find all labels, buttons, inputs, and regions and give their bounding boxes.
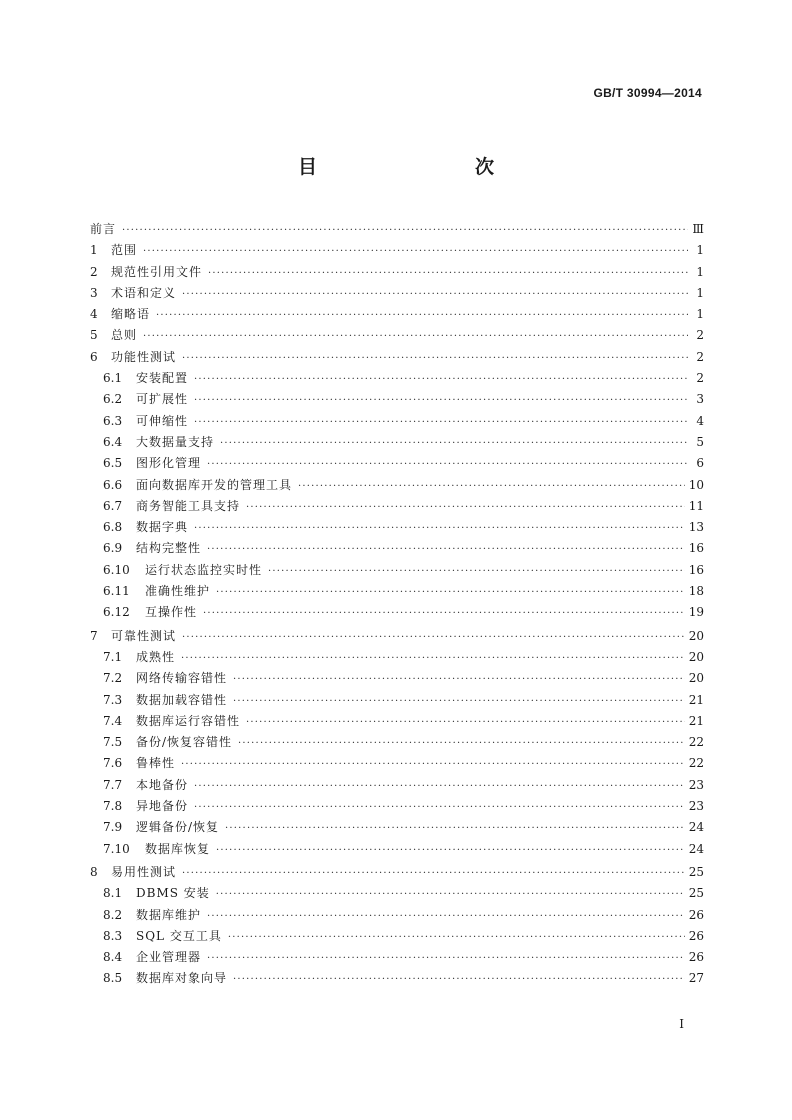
- toc-entry-page: 11: [688, 498, 704, 513]
- toc-entry-page: 27: [688, 971, 704, 986]
- toc-entry[interactable]: [90, 219, 704, 240]
- toc-leader-dots: [207, 454, 688, 475]
- toc-entry-title: 面向数据库开发的管理工具: [136, 477, 293, 492]
- toc-entry-number: 8.4: [103, 950, 123, 965]
- toc-leader-dots: [246, 712, 685, 733]
- toc-leader-dots: [233, 691, 685, 712]
- toc-entry-title: 范围: [111, 243, 138, 258]
- toc-entry-number: 6.12: [103, 605, 130, 620]
- toc-entry-title: 鲁棒性: [136, 756, 176, 771]
- toc-entry-title: 前言: [90, 222, 117, 236]
- toc-entry-title: 术语和定义: [111, 285, 177, 300]
- toc-leader-dots: [216, 884, 685, 905]
- toc-entry-title: 商务智能工具支持: [136, 498, 241, 513]
- toc-entry-title: 结构完整性: [136, 541, 202, 556]
- toc-entry-title: 总则: [111, 328, 138, 343]
- toc-entry-title: 规范性引用文件: [111, 264, 203, 279]
- toc-entry-title: 数据库恢复: [145, 841, 211, 856]
- toc-entry[interactable]: [90, 475, 704, 496]
- toc-entry-page: 16: [688, 562, 704, 577]
- toc-entry-title: 可扩展性: [136, 392, 189, 407]
- toc-entry-title: 图形化管理: [136, 456, 202, 471]
- toc-entry-title: 准确性维护: [145, 584, 211, 599]
- toc-leader-dots: [207, 948, 685, 969]
- toc-entry-title: 异地备份: [136, 799, 189, 814]
- toc-entry-number: 6.1: [103, 371, 123, 386]
- toc-entry-page: 2: [696, 349, 704, 364]
- toc-leader-dots: [156, 305, 688, 326]
- toc-leader-dots: [207, 906, 685, 927]
- toc-entry-page: 18: [688, 584, 704, 599]
- toc-entry-number: 6: [90, 349, 98, 364]
- toc-leader-dots: [220, 433, 688, 454]
- toc-entry-page: 24: [688, 841, 704, 856]
- toc-entry-page: 20: [688, 628, 704, 643]
- toc-entry-page: 24: [688, 820, 704, 835]
- toc-entry-page: 25: [688, 886, 704, 901]
- toc-entry-page: 6: [696, 456, 704, 471]
- toc-entry-page: 4: [696, 413, 704, 428]
- toc-entry-title: 网络传输容错性: [136, 671, 228, 686]
- toc-entry-page: 19: [688, 605, 704, 620]
- toc-leader-dots: [246, 497, 685, 518]
- toc-entry-page: Ⅲ: [692, 222, 704, 236]
- toc-leader-dots: [194, 369, 688, 390]
- toc-leader-dots: [181, 648, 685, 669]
- toc-entry-title: 数据加载容错性: [136, 692, 228, 707]
- toc-leader-dots: [228, 927, 685, 948]
- toc-entry-title: 备份/恢复容错性: [136, 735, 233, 750]
- toc-entry-number: 1: [90, 243, 98, 258]
- toc-entry-page: 1: [696, 307, 704, 322]
- toc-entry[interactable]: [90, 283, 704, 304]
- toc-leader-dots: [143, 326, 688, 347]
- toc-leader-dots: [203, 603, 685, 624]
- toc-entry-page: 2: [696, 371, 704, 386]
- toc-entry-page: 26: [688, 950, 704, 965]
- toc-entry-title: 数据库对象向导: [136, 971, 228, 986]
- toc-entry-page: 26: [688, 928, 704, 943]
- toc-entry[interactable]: [90, 775, 704, 796]
- toc-entry[interactable]: [90, 626, 704, 647]
- toc-entry-page: 3: [696, 392, 704, 407]
- toc-leader-dots: [194, 390, 688, 411]
- toc-entry-page: 23: [688, 777, 704, 792]
- toc-entry-number: 7.1: [103, 649, 123, 664]
- toc-entry[interactable]: [90, 240, 704, 261]
- toc-entry[interactable]: [90, 796, 704, 817]
- toc-entry-page: 22: [688, 756, 704, 771]
- toc-entry-page: 2: [696, 328, 704, 343]
- toc-entry-page: 26: [688, 907, 704, 922]
- toc-entry[interactable]: [90, 883, 704, 904]
- toc-entry-number: 8.3: [103, 928, 123, 943]
- toc-entry-page: 22: [688, 735, 704, 750]
- toc-leader-dots: [194, 412, 688, 433]
- toc-entry-title: 可伸缩性: [136, 413, 189, 428]
- toc-leader-dots: [208, 263, 688, 284]
- toc-entry[interactable]: [90, 368, 704, 389]
- standard-code: GB/T 30994—2014: [593, 86, 702, 100]
- toc-entry[interactable]: [90, 947, 704, 968]
- toc-entry-number: 7.4: [103, 713, 123, 728]
- toc-entry-page: 20: [688, 671, 704, 686]
- toc-entry[interactable]: [90, 304, 704, 325]
- toc-entry-number: 6.9: [103, 541, 123, 556]
- toc-entry-number: 6.2: [103, 392, 123, 407]
- toc-leader-dots: [298, 476, 685, 497]
- toc-entry[interactable]: [90, 347, 704, 368]
- toc-leader-dots: [194, 776, 685, 797]
- toc-entry[interactable]: [90, 862, 704, 883]
- toc-entry-number: 7.5: [103, 735, 123, 750]
- toc-entry[interactable]: [90, 325, 704, 346]
- toc-entry-title: 可靠性测试: [111, 628, 177, 643]
- toc-entry[interactable]: [90, 647, 704, 668]
- toc-entry-page: 10: [688, 477, 704, 492]
- toc-leader-dots: [268, 561, 685, 582]
- toc-entry-title: 运行状态监控实时性: [145, 562, 263, 577]
- toc-entry-number: 6.5: [103, 456, 123, 471]
- toc-entry-number: 7: [90, 628, 98, 643]
- toc-entry-number: 7.8: [103, 799, 123, 814]
- toc-entry-title: 企业管理器: [136, 950, 202, 965]
- toc-entry-number: 8: [90, 864, 98, 879]
- toc-entry[interactable]: [90, 453, 704, 474]
- toc-entry-number: 2: [90, 264, 98, 279]
- toc-leader-dots: [122, 220, 688, 241]
- toc-leader-dots: [233, 969, 685, 990]
- toc-leader-dots: [182, 863, 685, 884]
- toc-leader-dots: [194, 797, 685, 818]
- toc-entry-number: 6.6: [103, 477, 123, 492]
- toc-entry-page: 20: [688, 649, 704, 664]
- toc-entry[interactable]: [90, 817, 704, 838]
- toc-entry-title: 数据库运行容错性: [136, 713, 241, 728]
- toc-entry-number: 6.7: [103, 498, 123, 513]
- toc-entry[interactable]: [90, 690, 704, 711]
- toc-entry-title: 数据库维护: [136, 907, 202, 922]
- toc-entry-number: 6.10: [103, 562, 130, 577]
- toc-entry-page: 21: [688, 713, 704, 728]
- toc-entry[interactable]: [90, 711, 704, 732]
- toc-entry-number: 8.2: [103, 907, 123, 922]
- toc-entry[interactable]: [90, 753, 704, 774]
- toc-entry-page: 1: [696, 285, 704, 300]
- toc-entry-page: 1: [696, 264, 704, 279]
- toc-entry-title: DBMS 安装: [136, 886, 210, 901]
- toc-entry[interactable]: [90, 517, 704, 538]
- toc-leader-dots: [181, 754, 685, 775]
- toc-leader-dots: [233, 669, 685, 690]
- toc-entry-number: 7.7: [103, 777, 123, 792]
- toc-entry[interactable]: [90, 581, 704, 602]
- toc-entry-title: 逻辑备份/恢复: [136, 820, 220, 835]
- toc-entry-number: 7.3: [103, 692, 123, 707]
- toc-entry[interactable]: [90, 602, 704, 623]
- toc-leader-dots: [182, 284, 688, 305]
- toc-entry-number: 6.8: [103, 520, 123, 535]
- toc-leader-dots: [225, 818, 685, 839]
- toc-entry-number: 6.3: [103, 413, 123, 428]
- toc-entry[interactable]: [90, 538, 704, 559]
- toc-entry-number: 8.5: [103, 971, 123, 986]
- toc-leader-dots: [182, 348, 688, 369]
- page-number: I: [679, 1017, 684, 1031]
- toc-leader-dots: [216, 582, 685, 603]
- toc-entry[interactable]: [90, 839, 704, 860]
- toc-leader-dots: [143, 241, 688, 262]
- toc-entry-title: SQL 交互工具: [136, 928, 222, 943]
- toc-entry[interactable]: [90, 905, 704, 926]
- toc-entry-page: 5: [696, 434, 704, 449]
- toc-entry-number: 7.2: [103, 671, 123, 686]
- toc-entry[interactable]: [90, 968, 704, 989]
- toc-entry-title: 缩略语: [111, 307, 151, 322]
- toc-leader-dots: [194, 518, 685, 539]
- toc-entry[interactable]: [90, 496, 704, 517]
- toc-leader-dots: [216, 840, 685, 861]
- toc-entry-number: 7.10: [103, 841, 130, 856]
- toc-leader-dots: [182, 627, 685, 648]
- page-title: 目 次: [297, 156, 534, 178]
- toc-entry[interactable]: [90, 432, 704, 453]
- toc-entry[interactable]: [90, 668, 704, 689]
- toc-entry-title: 成熟性: [136, 649, 176, 664]
- toc-entry-number: 7.9: [103, 820, 123, 835]
- toc-entry-number: 7.6: [103, 756, 123, 771]
- toc-entry-page: 16: [688, 541, 704, 556]
- toc-entry-page: 21: [688, 692, 704, 707]
- toc-entry-number: 3: [90, 285, 98, 300]
- toc-entry[interactable]: [90, 411, 704, 432]
- toc-entry-number: 5: [90, 328, 98, 343]
- toc-entry[interactable]: [90, 926, 704, 947]
- toc-entry-title: 互操作性: [145, 605, 198, 620]
- toc-entry-page: 23: [688, 799, 704, 814]
- toc-entry-number: 6.11: [103, 584, 130, 599]
- toc-entry-title: 数据字典: [136, 520, 189, 535]
- toc-entry[interactable]: [90, 262, 704, 283]
- toc-entry-title: 安装配置: [136, 371, 189, 386]
- toc-entry-title: 功能性测试: [111, 349, 177, 364]
- toc-entry-page: 25: [688, 864, 704, 879]
- toc-entry[interactable]: [90, 389, 704, 410]
- table-of-contents: [90, 219, 704, 990]
- toc-entry-page: 13: [688, 520, 704, 535]
- toc-entry[interactable]: [90, 732, 704, 753]
- toc-entry-page: 1: [696, 243, 704, 258]
- toc-entry-title: 本地备份: [136, 777, 189, 792]
- toc-leader-dots: [238, 733, 685, 754]
- toc-entry-number: 4: [90, 307, 98, 322]
- toc-leader-dots: [207, 539, 685, 560]
- toc-entry-number: 8.1: [103, 886, 123, 901]
- toc-entry[interactable]: [90, 560, 704, 581]
- toc-entry-number: 6.4: [103, 434, 123, 449]
- toc-entry-title: 易用性测试: [111, 864, 177, 879]
- toc-entry-title: 大数据量支持: [136, 434, 215, 449]
